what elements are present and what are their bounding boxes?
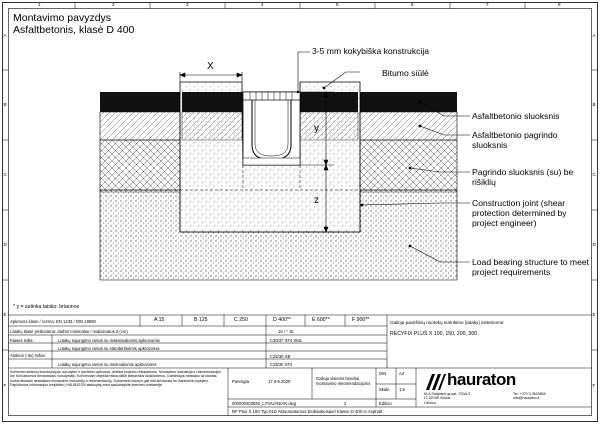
grid-number-7: 7	[486, 2, 489, 7]
callout-bitumen-seam: Bitumo siūlė	[382, 68, 429, 78]
asphalt-base-right	[360, 112, 457, 140]
dimension-x-label: X	[207, 61, 214, 72]
grid-letter-d-right: D	[592, 242, 596, 247]
prepared-date: 17.0-6.2020	[268, 379, 291, 384]
company-address: M-A Statybinė grupė, 700A-3 LT-02189 Vilnius Lietuva	[424, 392, 471, 405]
callout-gap: 3-5 mm kokybiška konstrukcija	[312, 46, 430, 56]
hauraton-logo-icon	[424, 372, 446, 392]
joint-max-label: Latakų sujungimo vietos su maksimaliomis apkrovomis	[58, 338, 160, 343]
class-e600: E 600**	[312, 317, 330, 323]
asphalt-base-left	[100, 112, 180, 140]
dimension-z-label: z	[314, 195, 319, 206]
asphalt-over-concrete-right	[300, 92, 358, 112]
channel-class-label: Latakų klasė priskiriama: darbo/ minimalus / maksimalus 3 (cm)	[10, 329, 128, 334]
sheet-number: 2	[344, 401, 347, 406]
grid-letter-c: C	[3, 172, 7, 177]
callout-subbase: Pagrindo sluoksnis (su) be rišiklių	[472, 167, 574, 187]
joint-std-label: Latakų sujungimo vietos su standartinėmis apkrovomis	[58, 346, 160, 351]
grade-3: C25/30 XF3	[270, 362, 293, 367]
grid-number-4: 4	[261, 2, 264, 7]
callout-load-bearing: Load bearing structure to meet project requirements	[472, 257, 590, 277]
class-b125: B 125	[194, 317, 208, 323]
load-class-label: Apkrovos klasė / norma: EN 1433 / DIN 19580	[10, 319, 96, 324]
callout-construction-joint: Construction joint (shear protection determined by project engineer)	[472, 198, 567, 228]
separate-label: Atskirai (-tie) rūšiai	[10, 353, 45, 358]
asphalt-over-concrete-left	[182, 92, 242, 112]
dimension-y-label: y	[314, 123, 319, 134]
general-applicability: Galioja visiems bendrai montavimo rekomendacijoms	[316, 376, 371, 386]
footer-drawing-ref: RF Plus X 100 Typ 01D Aktuomatumos Einbaubeispiel Klasse D 400 in Asphalt	[232, 409, 383, 414]
grid-letter-b: B	[3, 102, 7, 107]
grid-letter-c-right: C	[592, 172, 596, 177]
scale-value: 1:5	[399, 387, 405, 392]
dimension-x	[180, 72, 242, 82]
footnote: * y = sutinka taisko: briaunos	[13, 304, 80, 310]
grid-letter-f-right: F	[592, 383, 596, 388]
callout-asphalt-base: Asfaltbetonio pagrindo sluoksnis	[472, 130, 558, 150]
scale-label: Skalė	[379, 387, 390, 392]
grade-1: C30/37 XF4 XM1	[270, 338, 303, 343]
grid-number-6: 6	[411, 2, 414, 7]
product-name: RECYFIX PLUS X 100, 150, 200, 300	[390, 331, 478, 337]
grid-letter-a-right: A	[592, 33, 596, 38]
grid-letter-b-right: B	[592, 102, 596, 107]
product-title: Galioja paviršinių nuotekų surinkimo (lataky) sistemoms:	[390, 320, 505, 325]
prepared-label: Parengta	[232, 379, 249, 384]
grid-number-3: 3	[186, 2, 189, 7]
grade-2: C25/30 XB	[270, 354, 291, 359]
grid-number-1: 1	[38, 2, 41, 7]
drainage-channel	[243, 92, 300, 165]
class-a15: A 15	[154, 317, 165, 323]
grid-letter-d: D	[3, 242, 7, 247]
format-label: DIN	[379, 371, 387, 376]
edition-label: Edition	[379, 401, 392, 406]
brand-name: hauraton	[447, 370, 516, 389]
drawing-title-line2: Asfaltbetonis, klasė D 400	[13, 24, 135, 36]
grid-number-5: 5	[336, 2, 339, 7]
disclaimer-notes: Surinkimo sistemų konstrukcijoje nurodytos ir įvertintos apkrovos, atitinka projekto reikalavimus. Montavimo instrukcija ir rekomendacijos turi būti laikomos bendraisiais nurodymais. Konkrečiam objektui reikia atlikti statybinius skaičiavimus. Gamintojas neatsako už klaidas, kurios atsirado nesilaikant montavimo instrukcijų ir rekomendacijų. Dokumento turinys gali būti keičiamas be išankstinio įspėjimo. Papildomos informacijos kreipkitės į HAURATON atstovybę arba apsilankykite interneto svetainėje.	[10, 370, 222, 388]
subbase-right	[360, 140, 457, 190]
channel-class-value: 15 / * 15	[278, 329, 294, 334]
grid-letter-a: A	[3, 33, 7, 38]
asphalt-surface-right	[360, 92, 457, 112]
grid-letter-e: E	[3, 312, 7, 317]
class-d400: D 400**	[273, 317, 291, 323]
callout-asphalt-layer: Asfaltbetonio sluoksnis	[472, 111, 560, 121]
asphalt-surface-left	[100, 92, 180, 112]
grid-number-8: 8	[558, 2, 561, 7]
drawing-title-line1: Montavimo pavyzdys	[13, 12, 112, 24]
grid-number-2: 2	[112, 2, 115, 7]
grid-letter-f: F	[3, 383, 7, 388]
class-f900: F 900**	[352, 317, 370, 323]
grade-label: Klasės rūšis	[10, 338, 33, 343]
subbase-left	[100, 140, 180, 190]
joint-min-label: Latakų sujungimo vietos su minimaliomis apkrovomis	[58, 362, 157, 367]
class-c250: C 250	[234, 317, 248, 323]
file-name: 000000403930_LITHUANIAN.dwg	[232, 401, 297, 406]
company-contact: Tel. +370 5 2629854 info@hauraton.lt	[513, 392, 546, 401]
format-value: A4	[399, 371, 405, 376]
grid-letter-e-right: E	[592, 312, 596, 317]
